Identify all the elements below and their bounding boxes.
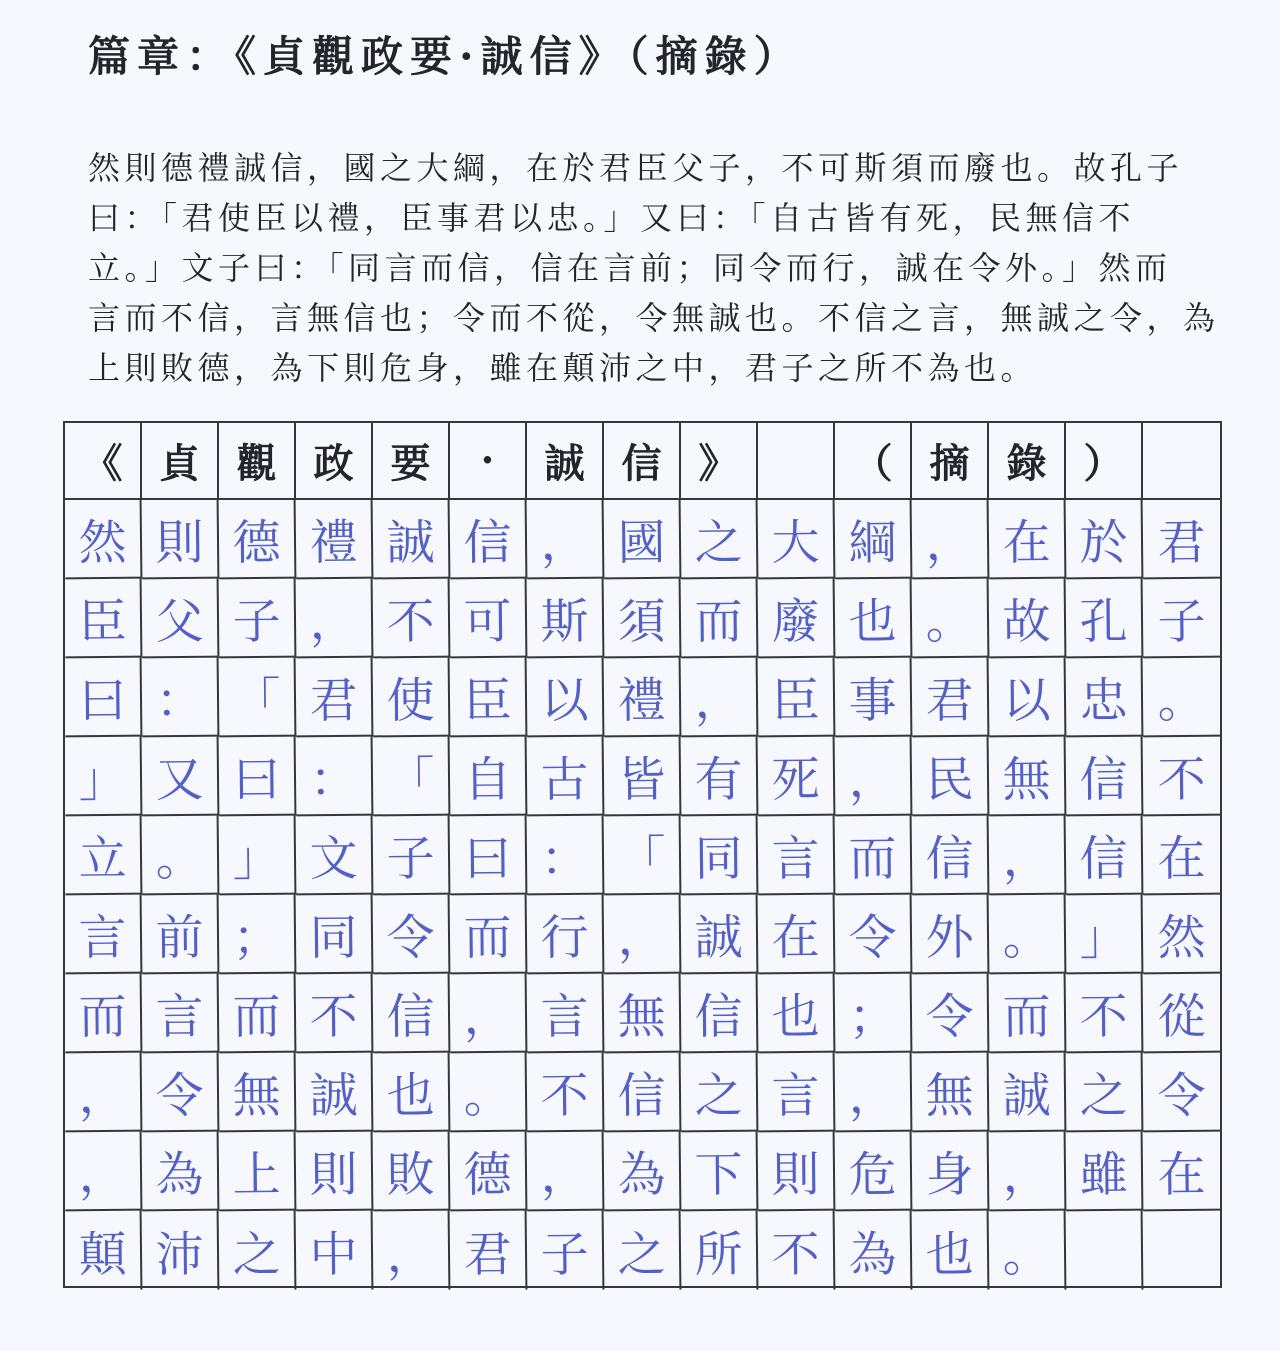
handwritten-cell: 子 — [527, 1211, 605, 1291]
handwritten-cell: 。 — [989, 1211, 1067, 1291]
handwritten-cell: 而 — [219, 974, 297, 1054]
handwritten-cell: ， — [527, 1132, 605, 1212]
handwritten-cell: ： — [296, 737, 374, 817]
handwritten-cell: 誠 — [373, 500, 451, 580]
handwritten-cell: 之 — [604, 1211, 682, 1291]
handwritten-cell: 臣 — [450, 658, 528, 738]
handwritten-cell: 君 — [296, 658, 374, 738]
handwritten-cell: 以 — [989, 658, 1067, 738]
handwritten-cell: 身 — [912, 1132, 990, 1212]
header-cell: 要 — [373, 423, 450, 500]
handwritten-cell: ， — [912, 500, 990, 580]
handwritten-cell: ， — [296, 579, 374, 659]
handwritten-cell: 使 — [373, 658, 451, 738]
handwritten-cell: 忠 — [1066, 658, 1144, 738]
handwritten-cell: 信 — [1066, 737, 1144, 817]
handwritten-cell: 君 — [912, 658, 990, 738]
handwritten-cell: ， — [604, 895, 682, 975]
handwritten-cell: ； — [835, 974, 913, 1054]
handwritten-cell: 下 — [681, 1132, 759, 1212]
handwritten-cell — [1143, 1211, 1221, 1291]
handwritten-cell: ， — [65, 1053, 143, 1133]
handwritten-cell: 以 — [527, 658, 605, 738]
handwritten-cell: ， — [835, 1053, 913, 1133]
handwritten-cell: 雖 — [1066, 1132, 1144, 1212]
handwritten-cell: 民 — [912, 737, 990, 817]
handwritten-cell: 禮 — [604, 658, 682, 738]
handwritten-cell: 而 — [835, 816, 913, 896]
handwritten-cell: 。 — [989, 895, 1067, 975]
handwritten-cell: 也 — [912, 1211, 990, 1291]
handwritten-cell: 子 — [1143, 579, 1221, 659]
handwritten-cell: 言 — [142, 974, 220, 1054]
handwritten-cell: 有 — [681, 737, 759, 817]
header-cell: 觀 — [219, 423, 296, 500]
handwritten-cell: 「 — [219, 658, 297, 738]
handwritten-cell: 臣 — [758, 658, 836, 738]
handwritten-cell: 君 — [1143, 500, 1221, 580]
handwritten-cell: 前 — [142, 895, 220, 975]
header-cell: 貞 — [142, 423, 219, 500]
handwritten-cell: 不 — [758, 1211, 836, 1291]
handwritten-cell: 在 — [758, 895, 836, 975]
handwritten-cell: 之 — [681, 1053, 759, 1133]
handwritten-cell: 父 — [142, 579, 220, 659]
header-cell: 》 — [681, 423, 758, 500]
handwritten-cell: 曰 — [65, 658, 143, 738]
header-cell: 《 — [65, 423, 142, 500]
handwritten-cell: 於 — [1066, 500, 1144, 580]
handwritten-cell: 也 — [835, 579, 913, 659]
handwritten-cell: ， — [65, 1132, 143, 1212]
handwritten-cell: 誠 — [989, 1053, 1067, 1133]
handwritten-cell: 斯 — [527, 579, 605, 659]
handwritten-cell: ； — [219, 895, 297, 975]
handwritten-cell: 古 — [527, 737, 605, 817]
handwritten-cell: 」 — [1066, 895, 1144, 975]
handwritten-cell: ： — [527, 816, 605, 896]
handwritten-cell: ， — [373, 1211, 451, 1291]
handwritten-cell: 不 — [1066, 974, 1144, 1054]
header-cell: 錄 — [989, 423, 1066, 500]
handwritten-cell: 曰 — [219, 737, 297, 817]
handwritten-cell: 外 — [912, 895, 990, 975]
handwritten-cell: 言 — [758, 1053, 836, 1133]
handwritten-cell: 無 — [912, 1053, 990, 1133]
handwritten-cell: 死 — [758, 737, 836, 817]
handwritten-cell: 不 — [527, 1053, 605, 1133]
handwritten-cell: 令 — [912, 974, 990, 1054]
handwritten-cell: 而 — [65, 974, 143, 1054]
header-cell: ） — [1066, 423, 1143, 500]
handwritten-cell: 不 — [1143, 737, 1221, 817]
handwritten-cell: 敗 — [373, 1132, 451, 1212]
handwritten-cell: 須 — [604, 579, 682, 659]
handwritten-cell: 然 — [1143, 895, 1221, 975]
handwritten-cell: ， — [681, 658, 759, 738]
paragraph-line: 曰：「君使臣以禮，臣事君以忠。」又曰：「自古皆有死，民無信不 — [88, 199, 1136, 237]
handwritten-cell: 令 — [373, 895, 451, 975]
handwritten-cell: 之 — [1066, 1053, 1144, 1133]
handwritten-cell — [1066, 1211, 1144, 1291]
handwritten-cell: 之 — [681, 500, 759, 580]
handwritten-cell: 自 — [450, 737, 528, 817]
paragraph-line: 上則敗德，為下則危身，雖在顛沛之中，君子之所不為也。 — [88, 349, 1038, 387]
handwritten-cell: 而 — [450, 895, 528, 975]
handwritten-cell: 令 — [835, 895, 913, 975]
handwritten-cell: ， — [527, 500, 605, 580]
handwritten-cell: 「 — [604, 816, 682, 896]
handwritten-cell: 誠 — [681, 895, 759, 975]
handwritten-cell: 信 — [373, 974, 451, 1054]
handwritten-cell: 。 — [450, 1053, 528, 1133]
handwritten-cell: 言 — [527, 974, 605, 1054]
handwritten-cell: 而 — [989, 974, 1067, 1054]
handwritten-cell: 子 — [219, 579, 297, 659]
handwritten-cell: 之 — [219, 1211, 297, 1291]
handwritten-cell: 故 — [989, 579, 1067, 659]
handwritten-cell: 皆 — [604, 737, 682, 817]
handwritten-cell: 不 — [373, 579, 451, 659]
handwritten-cell: 沛 — [142, 1211, 220, 1291]
handwritten-cell: 在 — [989, 500, 1067, 580]
handwritten-cell: 言 — [65, 895, 143, 975]
handwritten-cell: 同 — [296, 895, 374, 975]
handwritten-cell: 危 — [835, 1132, 913, 1212]
handwritten-cell: 無 — [604, 974, 682, 1054]
paragraph-line: 立。」文子曰：「同言而信，信在言前；同令而行，誠在令外。」然而 — [88, 249, 1172, 287]
handwritten-cell: ， — [835, 737, 913, 817]
handwritten-cell: 「 — [373, 737, 451, 817]
handwritten-cell: 禮 — [296, 500, 374, 580]
handwritten-cell: 則 — [296, 1132, 374, 1212]
handwritten-cell: 中 — [296, 1211, 374, 1291]
handwritten-cell: 為 — [835, 1211, 913, 1291]
handwritten-cell: 則 — [758, 1132, 836, 1212]
handwritten-cell: 」 — [65, 737, 143, 817]
handwritten-cell: 。 — [912, 579, 990, 659]
handwritten-cell: 令 — [1143, 1053, 1221, 1133]
handwritten-cell: ， — [989, 816, 1067, 896]
handwritten-cell: 行 — [527, 895, 605, 975]
handwritten-cell: 不 — [296, 974, 374, 1054]
handwritten-cell: 又 — [142, 737, 220, 817]
header-cell: 誠 — [527, 423, 604, 500]
handwritten-cell: 大 — [758, 500, 836, 580]
handwritten-cell: 言 — [758, 816, 836, 896]
handwritten-cell: 。 — [1143, 658, 1221, 738]
handwritten-cell: 同 — [681, 816, 759, 896]
header-cell: 信 — [604, 423, 681, 500]
handwritten-cell: 君 — [450, 1211, 528, 1291]
handwritten-cell: 上 — [219, 1132, 297, 1212]
handwritten-cell: 可 — [450, 579, 528, 659]
handwritten-cell: 立 — [65, 816, 143, 896]
handwritten-cell: 無 — [219, 1053, 297, 1133]
header-cell: （ — [835, 423, 912, 500]
handwritten-cell: 國 — [604, 500, 682, 580]
handwritten-cell: 信 — [450, 500, 528, 580]
handwritten-cell: 在 — [1143, 1132, 1221, 1212]
header-cell — [1143, 423, 1220, 500]
page-title: 篇章：《貞觀政要·誠信》（摘錄） — [88, 32, 803, 81]
copybook-grid — [63, 421, 1222, 1288]
handwritten-cell: 信 — [681, 974, 759, 1054]
handwritten-cell: 則 — [142, 500, 220, 580]
handwritten-cell: 所 — [681, 1211, 759, 1291]
handwritten-cell: ： — [142, 658, 220, 738]
handwritten-cell: 令 — [142, 1053, 220, 1133]
handwritten-cell: 信 — [1066, 816, 1144, 896]
handwritten-cell: 曰 — [450, 816, 528, 896]
handwritten-cell: 孔 — [1066, 579, 1144, 659]
header-cell: · — [450, 423, 527, 500]
handwritten-cell: 。 — [142, 816, 220, 896]
header-cell: 摘 — [912, 423, 989, 500]
handwritten-cell: 臣 — [65, 579, 143, 659]
handwritten-cell: 顛 — [65, 1211, 143, 1291]
handwritten-cell: ， — [450, 974, 528, 1054]
header-cell — [758, 423, 835, 500]
handwritten-cell: 德 — [219, 500, 297, 580]
handwritten-cell: 德 — [450, 1132, 528, 1212]
handwritten-cell: 從 — [1143, 974, 1221, 1054]
paragraph-line: 然則德禮誠信，國之大綱，在於君臣父子，不可斯須而廢也。故孔子 — [88, 149, 1184, 187]
handwritten-cell: 也 — [758, 974, 836, 1054]
handwritten-cell: 在 — [1143, 816, 1221, 896]
handwritten-cell: 為 — [142, 1132, 220, 1212]
handwritten-cell: 綱 — [835, 500, 913, 580]
handwritten-cell: 無 — [989, 737, 1067, 817]
handwritten-cell: 」 — [219, 816, 297, 896]
handwritten-cell: 文 — [296, 816, 374, 896]
handwritten-cell: 事 — [835, 658, 913, 738]
handwritten-cell: 然 — [65, 500, 143, 580]
header-cell: 政 — [296, 423, 373, 500]
handwritten-cell: 誠 — [296, 1053, 374, 1133]
handwritten-cell: 子 — [373, 816, 451, 896]
handwritten-cell: 為 — [604, 1132, 682, 1212]
handwritten-cell: 信 — [912, 816, 990, 896]
paragraph-line: 言而不信，言無信也；令而不從，令無誠也。不信之言，無誠之令，為 — [88, 299, 1220, 337]
handwritten-cell: 廢 — [758, 579, 836, 659]
handwritten-cell: 而 — [681, 579, 759, 659]
handwritten-cell: 信 — [604, 1053, 682, 1133]
handwritten-cell: 也 — [373, 1053, 451, 1133]
handwritten-cell: ， — [989, 1132, 1067, 1212]
source-paragraph — [88, 143, 1238, 393]
